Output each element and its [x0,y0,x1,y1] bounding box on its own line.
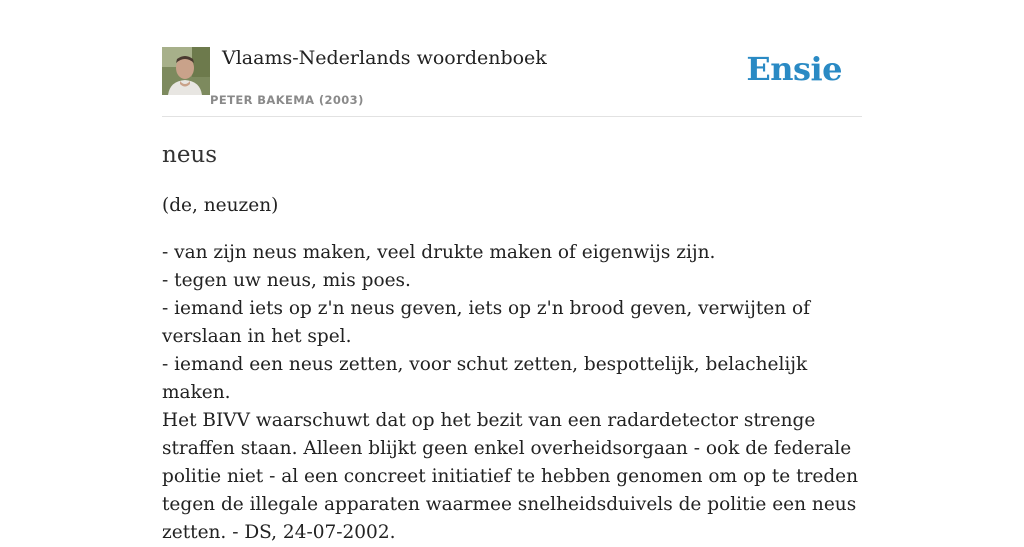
author-name[interactable]: PETER BAKEMA (2003) [210,93,364,107]
definition-item: - tegen uw neus, mis poes. [162,270,411,291]
headword: neus [162,142,218,168]
grammar-info: (de, neuzen) [162,195,279,216]
page-header [162,0,862,117]
author-avatar[interactable] [162,47,210,95]
dictionary-title[interactable]: Vlaams-Nederlands woordenboek [222,47,547,69]
page-container [162,0,862,543]
ensie-logo[interactable]: Ensie [746,50,842,88]
definitions-list [162,239,862,407]
definition-item: - iemand iets op z'n neus geven, iets op z'n brood geven, verwijten of verslaan in het spel. [162,298,810,347]
definition-item: - iemand een neus zetten, voor schut zetten, bespottelijk, belachelijk maken. [162,354,808,403]
definition-item: - van zijn neus maken, veel drukte maken of eigenwijs zijn. [162,242,716,263]
example-quote: Het BIVV waarschuwt dat op het bezit van een radardetector strenge straffen staan. Alleen blijkt geen enkel overheidsorgaan - ook de federale politie niet - al een concreet initiatief te hebben genomen om op te treden tegen de illegale apparaten waarmee snelheidsduivels de politie een neus zetten. - DS, 24-07-2002. [162,410,859,543]
